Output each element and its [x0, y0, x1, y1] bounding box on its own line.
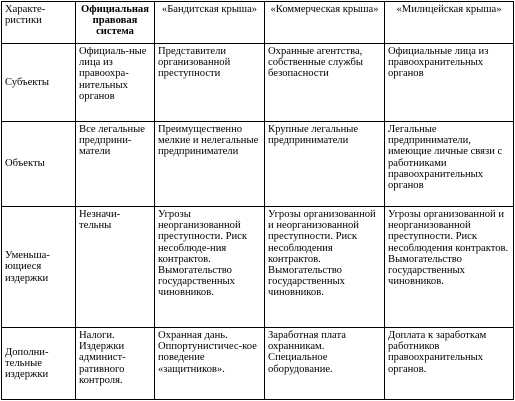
table-row — [2, 44, 514, 122]
table-cell: Охранная дань. Оппортунистичес-кое поведение «защитников». — [155, 328, 265, 400]
row-label-additional-costs: Дополни-тельные издержки — [2, 328, 76, 400]
row-label-subjects: Субъекты — [2, 44, 76, 122]
table-cell: Охранные агентства, собственные службы безопасности — [265, 44, 385, 122]
table-cell: Угрозы организованной и неорганизованной преступности. Риск несоблюдения контрактов. Вымогательство государственных чиновников. — [265, 207, 385, 328]
header-official-system: Официальная правовая система — [76, 2, 155, 44]
table-row — [2, 328, 514, 400]
table-row — [2, 122, 514, 207]
table-cell: Налоги. Издержки админист-ративного контроля. — [76, 328, 155, 400]
table-cell: Представители организованной преступности — [155, 44, 265, 122]
table-cell: Угрозы неорганизованной преступности. Риск несоблюде-ния контрактов. Вымогательство государственных чиновников. — [155, 207, 265, 328]
header-commercial-roof: «Коммерческая крыша» — [265, 2, 385, 44]
table-cell: Крупные легальные предприниматели — [265, 122, 385, 207]
header-bandit-roof: «Бандитская крыша» — [155, 2, 265, 44]
table-cell: Преимущественно мелкие и нелегальные предприниматели — [155, 122, 265, 207]
table-cell: Угрозы организованной и неорганизованной преступности. Риск несоблюдения контрактов. Вымогательство государственных чиновников. — [385, 207, 514, 328]
row-label-reduced-costs: Уменьша-ющиеся издержки — [2, 207, 76, 328]
table-cell: Официальные лица из правоохранительных органов — [385, 44, 514, 122]
table-cell: Доплата к заработкам работников правоохранительных органов. — [385, 328, 514, 400]
table-header-row — [2, 2, 514, 44]
header-police-roof: «Милицейская крыша» — [385, 2, 514, 44]
table-cell: Заработная плата охранникам. Специальное оборудование. — [265, 328, 385, 400]
header-characteristics: Характе-ристики — [2, 2, 76, 44]
comparison-table — [1, 1, 514, 400]
table-cell: Все легальные предприни-матели — [76, 122, 155, 207]
table-cell: Официаль-ные лица из правоохра-нительных органов — [76, 44, 155, 122]
table-cell: Незначи-тельны — [76, 207, 155, 328]
table-cell: Легальные предприниматели, имеющие личные связи с работниками правоохранительных органов — [385, 122, 514, 207]
table-row — [2, 207, 514, 328]
row-label-objects: Объекты — [2, 122, 76, 207]
